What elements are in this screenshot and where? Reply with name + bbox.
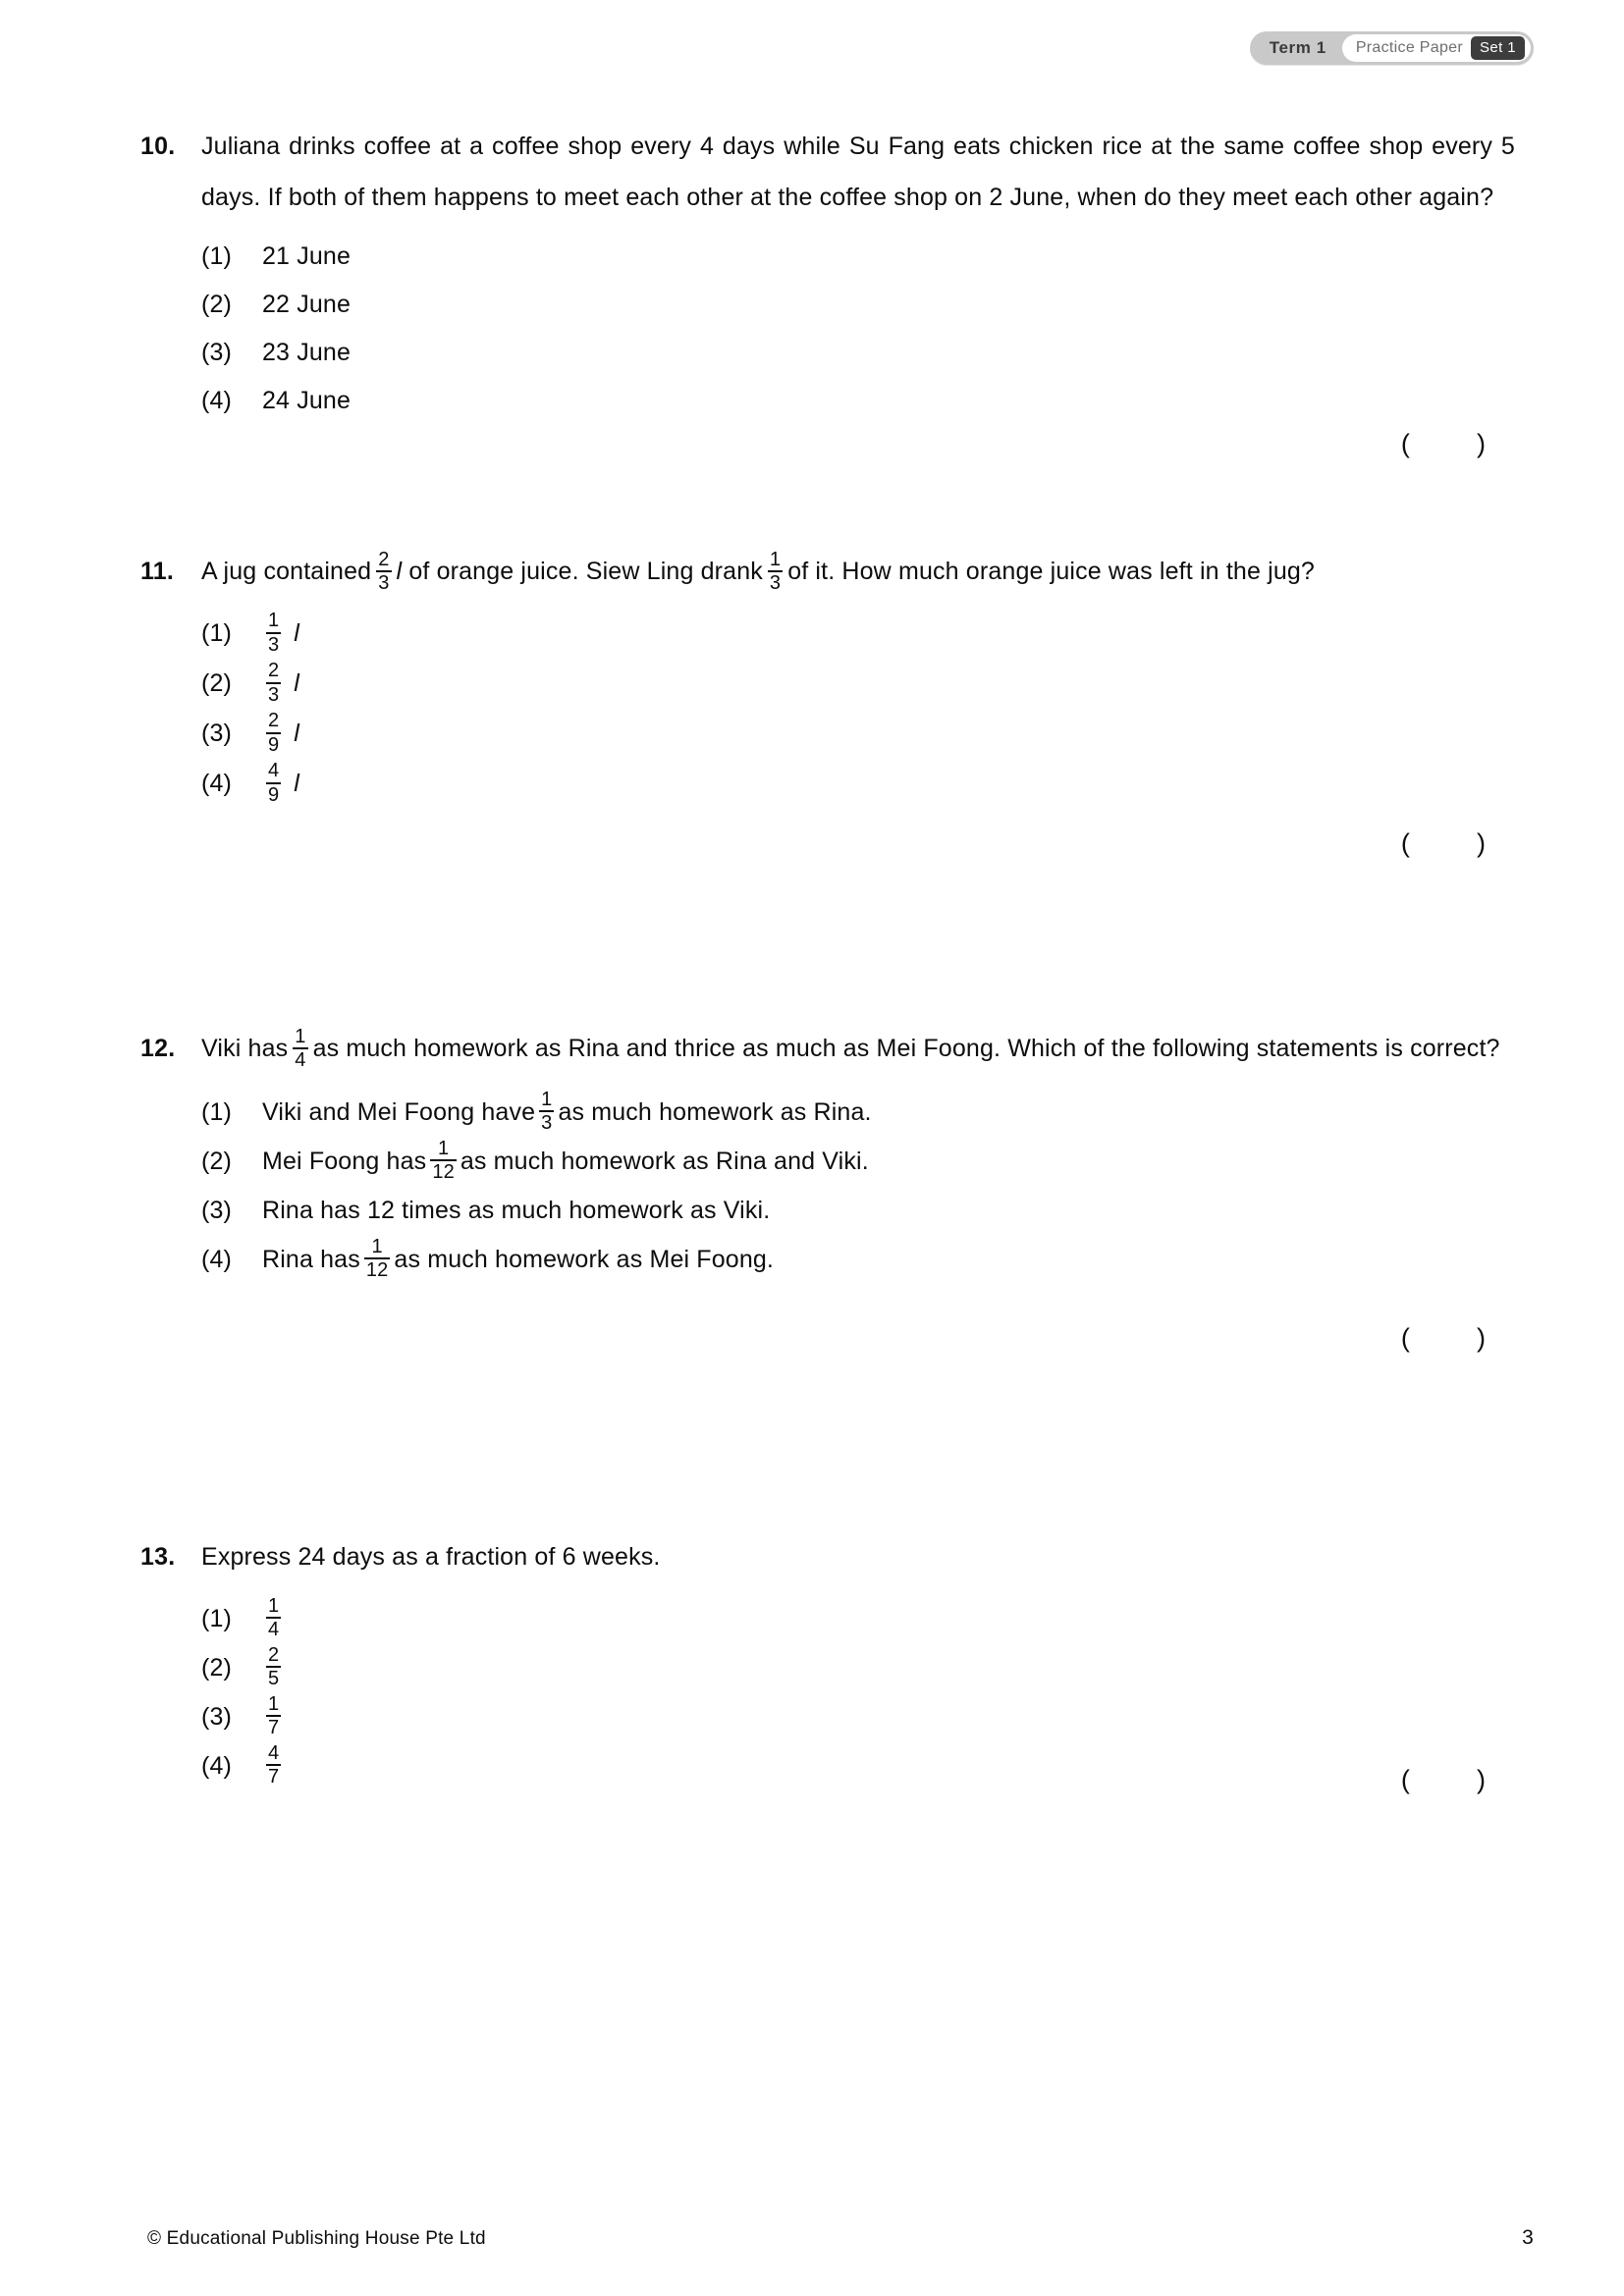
question-13-number: 13. [140, 1543, 176, 1571]
fraction-numerator: 1 [268, 1692, 280, 1715]
question-10-text: Juliana drinks coffee at a coffee shop every 4 days while Su Fang eats chicken rice at the same coffee shop every 5 days. If both of them happens to meet each other at the coffee shop on 2 June, when do they meet each other again? [201, 133, 1515, 211]
question-12-header [140, 1023, 1515, 1074]
option-label: (2) [201, 669, 233, 697]
option-value [262, 612, 1515, 656]
answer-bracket-close: ) [1477, 828, 1487, 858]
option-text-post: as much homework as Mei Foong. [394, 1245, 775, 1273]
option-row[interactable] [201, 233, 1515, 281]
fraction-1-12 [364, 1237, 391, 1281]
question-11-text-part3: of it. How much orange juice was left in the jug? [787, 558, 1315, 585]
fraction-1-4 [293, 1027, 307, 1071]
option-text: 24 June [262, 387, 352, 414]
fraction-denominator: 4 [268, 1619, 280, 1640]
fraction-1-3 [768, 550, 783, 594]
fraction-numerator: 1 [268, 1594, 280, 1617]
option-row[interactable] [201, 1594, 1515, 1643]
question-11-number: 11. [140, 558, 174, 585]
option-row[interactable] [201, 759, 1515, 809]
question-11 [140, 546, 1515, 858]
header-paper-group [1342, 34, 1531, 62]
fraction-denominator: 9 [268, 783, 280, 806]
fraction-numerator: 2 [268, 660, 280, 682]
option-label: (3) [201, 720, 233, 747]
option-value [262, 1594, 1515, 1641]
copyright-text: © Educational Publishing House Pte Ltd [147, 2228, 486, 2249]
question-12-text-part1: Viki has [201, 1035, 289, 1062]
header-practice-label: Practice Paper [1355, 39, 1463, 56]
option-value [262, 1692, 1515, 1739]
litre-unit: l [294, 720, 299, 747]
option-label: (1) [201, 242, 233, 270]
option-label: (4) [201, 770, 233, 797]
fraction-2-9 [266, 711, 281, 755]
fraction-1-12 [430, 1139, 457, 1183]
fraction-4-9 [266, 761, 281, 805]
question-10-number: 10. [140, 133, 176, 160]
option-value [262, 662, 1515, 706]
option-row[interactable] [201, 1235, 1515, 1284]
option-text-pre: Rina has [262, 1245, 360, 1273]
litre-unit: l [294, 770, 299, 797]
fraction-1-3 [266, 611, 281, 655]
question-13-header [140, 1531, 1515, 1582]
option-row[interactable] [201, 659, 1515, 709]
option-label: (1) [201, 1604, 233, 1632]
fraction-numerator: 1 [371, 1235, 383, 1257]
option-value [262, 1741, 1515, 1789]
option-label: (1) [201, 1097, 233, 1126]
question-11-options [201, 609, 1515, 809]
option-label: (4) [201, 1751, 233, 1780]
fraction-denominator: 4 [295, 1049, 306, 1072]
answer-bracket-open: ( [1400, 429, 1411, 458]
answer-bracket-q13 [1371, 1735, 1486, 1826]
option-row[interactable] [201, 609, 1515, 659]
option-text-pre: Mei Foong has [262, 1147, 427, 1175]
question-11-header [140, 546, 1515, 597]
option-text [262, 1235, 1515, 1282]
option-label: (3) [201, 1196, 233, 1224]
option-label: (3) [201, 1702, 233, 1731]
fraction-numerator: 4 [268, 1741, 280, 1764]
question-10-options [201, 233, 1515, 425]
fraction-numerator: 2 [268, 710, 280, 732]
question-12-text-part2: as much homework as Rina and thrice as much as Mei Foong. Which of the following statements is correct? [312, 1035, 1500, 1062]
option-row[interactable] [201, 1643, 1515, 1692]
fraction-denominator: 3 [268, 633, 280, 656]
option-value [262, 762, 1515, 806]
option-row[interactable] [201, 329, 1515, 377]
question-11-text-part1: A jug contained [201, 558, 372, 585]
option-label: (2) [201, 291, 233, 318]
fraction-numerator: 2 [378, 549, 390, 570]
option-row[interactable] [201, 1186, 1515, 1235]
fraction-numerator: 1 [541, 1088, 553, 1110]
fraction-denominator: 7 [268, 1766, 280, 1788]
answer-bracket-close: ) [1477, 1323, 1487, 1353]
fraction-denominator: 3 [541, 1112, 553, 1134]
option-row[interactable] [201, 377, 1515, 425]
fraction-numerator: 1 [769, 549, 782, 570]
option-row[interactable] [201, 1692, 1515, 1741]
fraction-numerator: 1 [268, 610, 280, 632]
question-11-text-part2: l of orange juice. Siew Ling drank [396, 558, 763, 585]
option-text [262, 1088, 1515, 1135]
question-13-text: Express 24 days as a fraction of 6 weeks. [201, 1543, 661, 1571]
option-label: (3) [201, 339, 233, 366]
page-number: 3 [1522, 2226, 1534, 2249]
question-12-number: 12. [140, 1035, 176, 1062]
option-text: 22 June [262, 291, 352, 318]
fraction-denominator: 12 [432, 1161, 455, 1183]
fraction-2-3 [266, 661, 281, 705]
header-set-badge: Set 1 [1471, 36, 1525, 60]
header-term-label: Term 1 [1269, 38, 1326, 57]
fraction-denominator: 3 [268, 683, 280, 706]
answer-bracket-open: ( [1400, 1323, 1411, 1353]
fraction-denominator: 12 [365, 1259, 389, 1281]
question-12 [140, 1023, 1515, 1353]
option-label: (2) [201, 1653, 233, 1682]
option-text-post: as much homework as Rina and Viki. [460, 1147, 869, 1175]
option-label: (1) [201, 619, 233, 647]
fraction-4-7 [266, 1743, 281, 1788]
question-10 [140, 121, 1515, 458]
page-footer [147, 2226, 1534, 2250]
answer-bracket-open: ( [1400, 828, 1411, 858]
option-text: Rina has 12 times as much homework as Viki. [262, 1196, 771, 1224]
question-13-options [201, 1594, 1515, 1790]
option-row[interactable] [201, 709, 1515, 759]
paper-header-badge [1250, 31, 1534, 65]
fraction-2-3 [376, 550, 391, 594]
answer-bracket-q11 [1371, 798, 1486, 889]
fraction-numerator: 4 [268, 760, 280, 782]
option-text: 21 June [262, 242, 352, 270]
question-13 [140, 1531, 1515, 1794]
option-text-pre: Viki and Mei Foong have [262, 1097, 536, 1126]
option-row[interactable] [201, 1137, 1515, 1186]
fraction-denominator: 9 [268, 733, 280, 756]
answer-bracket-q10 [1371, 399, 1486, 490]
fraction-1-7 [266, 1694, 281, 1738]
fraction-denominator: 3 [378, 572, 390, 595]
fraction-2-5 [266, 1645, 281, 1689]
fraction-denominator: 3 [769, 572, 782, 595]
fraction-numerator: 1 [437, 1137, 450, 1159]
fraction-1-3 [539, 1090, 554, 1134]
option-row[interactable] [201, 1088, 1515, 1137]
option-text-post: as much homework as Rina. [558, 1097, 872, 1126]
fraction-numerator: 1 [295, 1026, 306, 1047]
option-text [262, 1137, 1515, 1184]
question-12-text [201, 1023, 1515, 1074]
option-text: 23 June [262, 339, 352, 366]
fraction-denominator: 5 [268, 1668, 280, 1689]
option-row[interactable] [201, 281, 1515, 329]
fraction-denominator: 7 [268, 1717, 280, 1738]
litre-unit: l [294, 669, 299, 697]
option-value [262, 1643, 1515, 1690]
fraction-1-4 [266, 1596, 281, 1640]
option-value [262, 712, 1515, 756]
question-12-options [201, 1088, 1515, 1284]
option-label: (4) [201, 387, 233, 414]
option-row[interactable] [201, 1741, 1515, 1790]
question-10-header [140, 121, 1515, 223]
answer-bracket-close: ) [1477, 429, 1487, 458]
fraction-numerator: 2 [268, 1643, 280, 1666]
option-label: (4) [201, 1245, 233, 1273]
option-label: (2) [201, 1147, 233, 1175]
answer-bracket-open: ( [1400, 1765, 1411, 1794]
litre-unit: l [294, 619, 299, 647]
question-11-text [201, 546, 1515, 597]
answer-bracket-close: ) [1477, 1765, 1487, 1794]
answer-bracket-q12 [1371, 1293, 1486, 1384]
